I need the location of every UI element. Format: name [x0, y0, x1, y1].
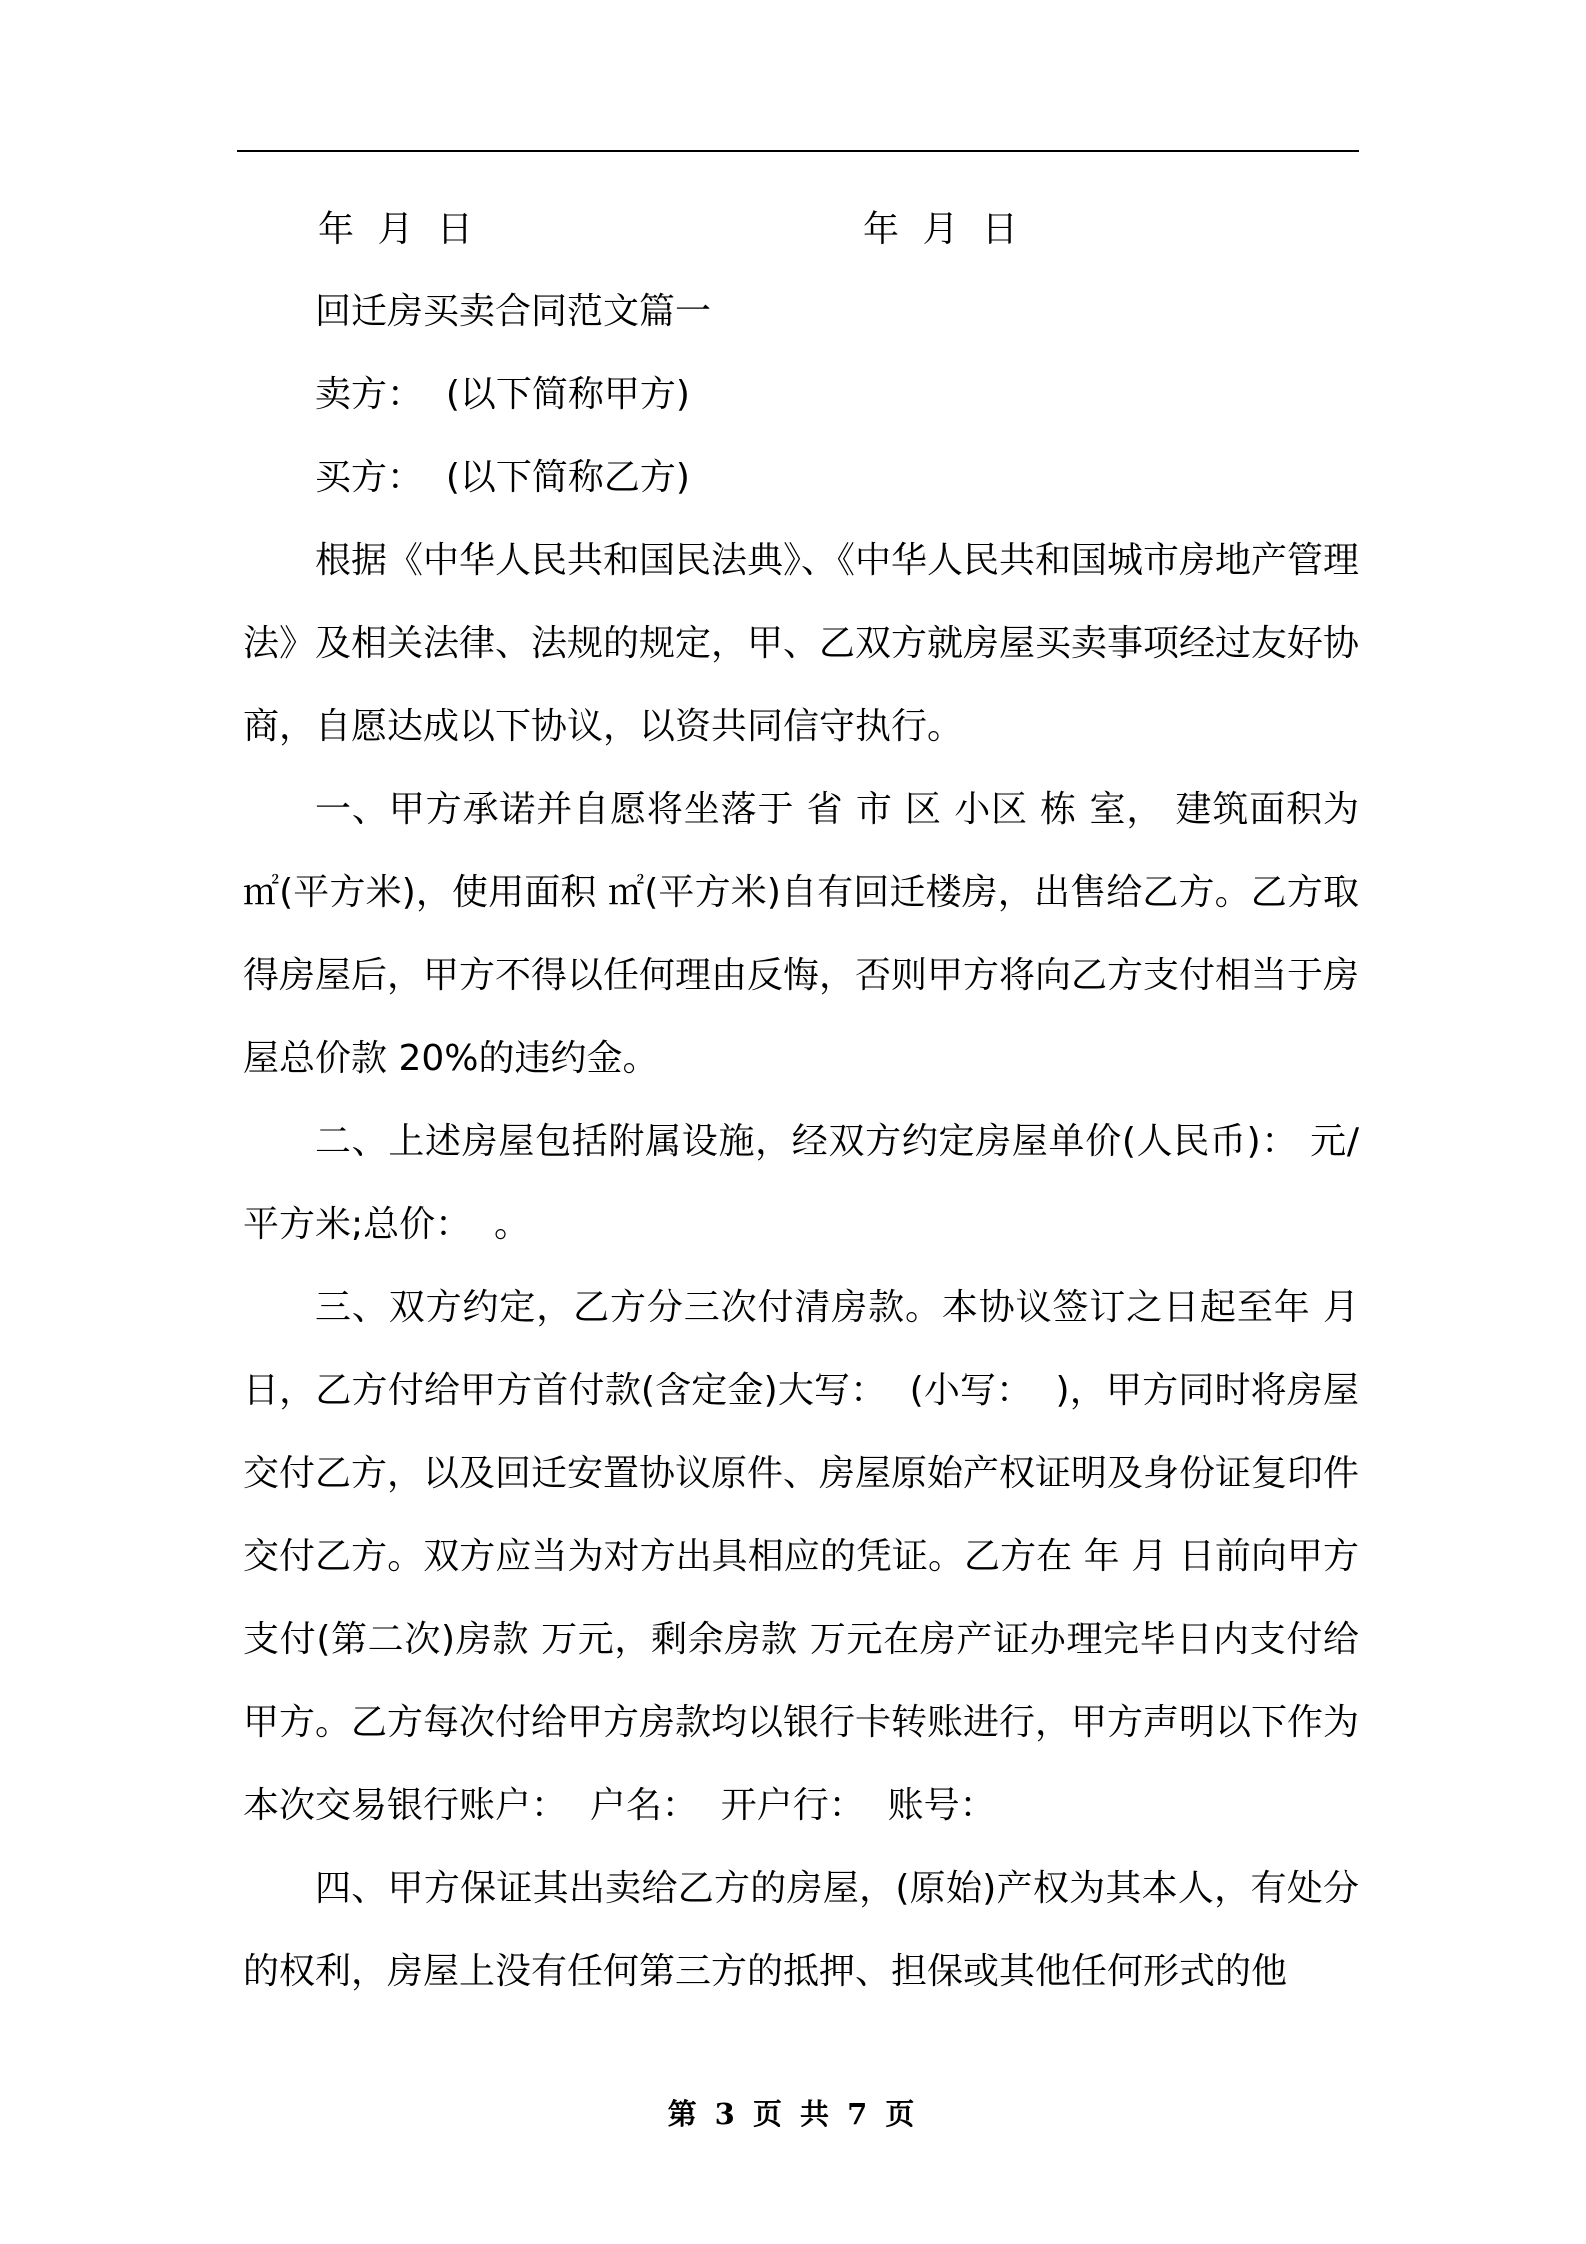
contract-title: 回迁房买卖合同范文篇一	[315, 291, 712, 332]
clause-2: 二、上述房屋包括附属设施，经双方约定房屋单价(人民币)： 元/平方米;总价： 。	[243, 1121, 1359, 1245]
page-number: 第 3 页 共 7 页	[667, 2097, 919, 2131]
buyer-line: 买方： (以下简称乙方)	[315, 457, 690, 498]
header-rule	[237, 150, 1359, 152]
contract-body	[243, 270, 1371, 2013]
signature-date-row	[318, 202, 1218, 258]
clause-4: 四、甲方保证其出卖给乙方的房屋，(原始)产权为其本人，有处分的权利，房屋上没有任何第三方的抵押、担保或其他任何形式的他	[243, 1868, 1359, 1992]
clause-1: 一、甲方承诺并自愿将坐落于 省 市 区 小区 栋 室， 建筑面积为 ㎡(平方米)，使用面积 ㎡(平方米)自有回迁楼房，出售给乙方。乙方取得房屋后，甲方不得以任何理由反悔，否则甲方将向乙方支付相当于房屋总价款 20%的违约金。	[243, 789, 1371, 1079]
preamble-paragraph: 根据《中华人民共和国民法典》、《中华人民共和国城市房地产管理法》及相关法律、法规的规定，甲、乙双方就房屋买卖事项经过友好协商，自愿达成以下协议，以资共同信守执行。	[243, 540, 1360, 747]
seller-line: 卖方： (以下简称甲方)	[315, 374, 690, 415]
date-right: 年 月 日	[863, 209, 1024, 250]
date-left: 年 月 日	[318, 209, 479, 250]
clause-3: 三、双方约定，乙方分三次付清房款。本协议签订之日起至年 月日，乙方付给甲方首付款(含定金)大写： (小写： )，甲方同时将房屋交付乙方，以及回迁安置协议原件、房屋原始产权证明及身份证复印件交付乙方。双方应当为对方出具相应的凭证。乙方在 年 月 日前向甲方支付(第二次)房款 万元，剩余房款 万元在房产证办理完毕日内支付给甲方。乙方每次付给甲方房款均以银行卡转账进行，甲方声明以下作为本次交易银行账户： 户名： 开户行： 账号：	[243, 1287, 1360, 1826]
